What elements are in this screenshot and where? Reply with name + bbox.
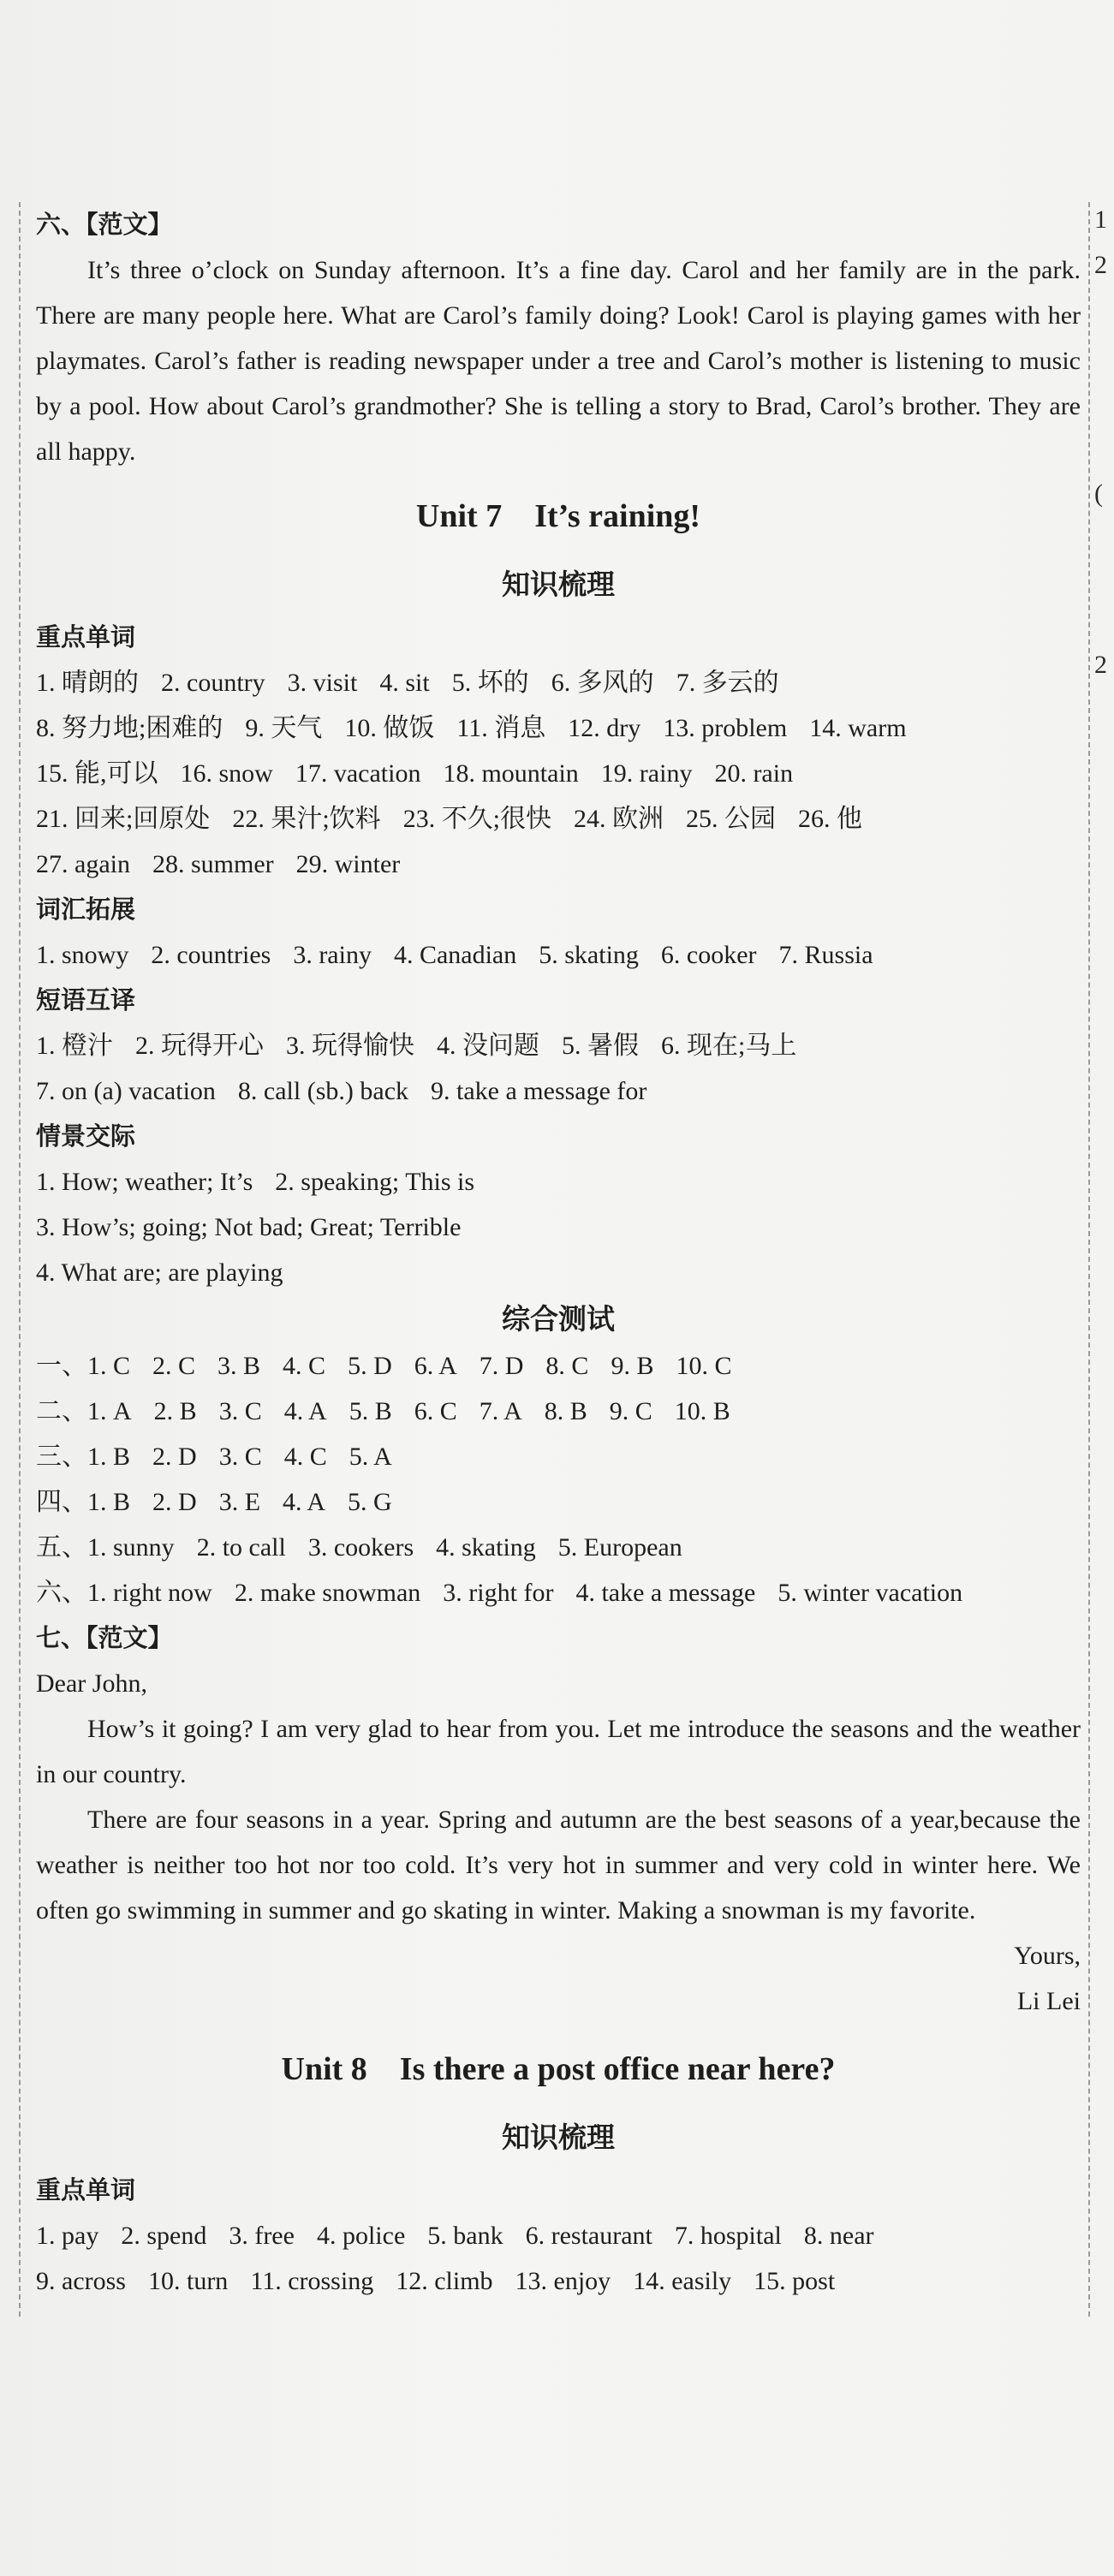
answer-item: 4. sit: [379, 669, 430, 697]
answer-item: 7. 多云的: [676, 669, 779, 697]
answer-item: 二、1. A: [36, 1397, 132, 1425]
key-words-row: [36, 751, 1081, 796]
answer-item: 4. A: [283, 1397, 327, 1425]
test-title: 综合测试: [502, 1302, 615, 1336]
letter-greeting: Dear John,: [36, 1669, 147, 1698]
test-answers: [36, 1343, 1081, 1615]
left-dashed-border: [19, 202, 21, 2317]
answer-item: 2. D: [152, 1488, 197, 1516]
edge-fragment: 1: [1094, 205, 1107, 234]
answer-item: 3. right for: [443, 1579, 554, 1607]
section-7-header: 七、【范文】: [36, 1623, 173, 1652]
dialog-row: [36, 1250, 1081, 1295]
answer-item: 13. enjoy: [515, 2267, 611, 2295]
answer-item: 9. C: [609, 1397, 652, 1425]
answer-item: 2. C: [152, 1352, 196, 1380]
answer-item: 5. A: [348, 1443, 392, 1471]
answer-item: 5. B: [348, 1397, 392, 1425]
answer-item: 6. A: [414, 1352, 457, 1380]
answer-item: 25. 公园: [686, 805, 777, 833]
answer-item: 2. B: [153, 1397, 197, 1425]
test-row: [36, 1570, 1081, 1615]
answer-item: 3. free: [229, 2222, 295, 2250]
answer-item: 5. European: [557, 1533, 682, 1562]
answer-item: 5. D: [348, 1352, 392, 1380]
answer-item: 4. 没问题: [437, 1032, 539, 1060]
answer-item: 4. Canadian: [393, 941, 517, 969]
answer-item: 15. 能,可以: [36, 759, 158, 788]
answer-item: 2. spend: [121, 2222, 207, 2250]
letter-paragraph-2: There are four seasons in a year. Spring and autumn are the best seasons of a year,because the weather is neither too hot nor too cold. It’s very hot in summer and very cold in winter here. We often go swimming in summer and go skating in winter. Making a snowman is my favorite.: [36, 1806, 1081, 1925]
answer-item: 3. C: [218, 1397, 262, 1425]
answer-item: 1. pay: [36, 2222, 99, 2250]
answer-item: 10. 做饭: [344, 714, 435, 742]
vocab-label: 词汇拓展: [36, 895, 136, 924]
phrase-label: 短语互译: [36, 985, 136, 1014]
test-row: [36, 1525, 1081, 1570]
answer-item: 2. to call: [196, 1533, 286, 1562]
answer-item: 29. winter: [295, 850, 401, 878]
answer-item: 2. country: [161, 669, 265, 697]
answer-item: 7. A: [479, 1397, 522, 1425]
answer-item: 8. 努力地;困难的: [36, 714, 223, 742]
answer-item: 5. 暑假: [562, 1032, 639, 1060]
answer-item: 23. 不久;很快: [402, 805, 552, 833]
answer-item: 11. crossing: [250, 2267, 374, 2295]
answer-item: 8. call (sb.) back: [237, 1077, 409, 1105]
section-6-header: 六、【范文】: [36, 210, 173, 239]
answer-item: 7. hospital: [674, 2222, 782, 2250]
answer-item: 28. summer: [152, 850, 274, 878]
right-dashed-border: [1088, 202, 1090, 2317]
answer-item: 2. speaking; This is: [275, 1168, 475, 1196]
unit-8-key-words-row: [36, 2213, 1081, 2258]
answer-item: 26. 他: [798, 805, 863, 833]
answer-item: 三、1. B: [36, 1443, 131, 1471]
answer-item: 6. 多风的: [551, 669, 654, 697]
answer-item: 3. B: [217, 1352, 261, 1380]
test-row: [36, 1343, 1081, 1389]
answer-item: 9. across: [36, 2267, 126, 2295]
answer-item: 3. 玩得愉快: [286, 1032, 414, 1060]
key-words-row: [36, 705, 1081, 751]
essay-paragraph: It’s three o’clock on Sunday afternoon. It’s a fine day. Carol and her family are in the park. There are many people here. What are Carol’s family doing? Look! Carol is playing games with her playmates. Carol’s father is reading newspaper under a tree and Carol’s mother is listening to music by a pool. How about Carol’s grandmother? She is telling a story to Brad, Carol’s brother. They are all happy.: [36, 256, 1081, 466]
answer-item: 7. on (a) vacation: [36, 1077, 216, 1105]
letter-paragraph-1: How’s it going? I am very glad to hear from you. Let me introduce the seasons and the weather in our country.: [36, 1715, 1081, 1788]
answer-item: 五、1. sunny: [36, 1533, 175, 1562]
answer-item: 10. turn: [147, 2267, 229, 2295]
answer-item: 22. 果汁;饮料: [232, 805, 381, 833]
unit-8-key-words-row: [36, 2258, 1081, 2304]
answer-item: 4. take a message: [575, 1579, 756, 1607]
letter-closing: Yours,: [1014, 1942, 1081, 1970]
answer-item: 3. visit: [287, 669, 358, 697]
answer-item: 8. B: [544, 1397, 587, 1425]
vocab-row: [36, 932, 1081, 978]
answer-item: 5. bank: [427, 2222, 503, 2250]
phrase-row: [36, 1023, 1081, 1068]
key-words-row: [36, 796, 1081, 842]
unit-7-title: Unit 7 It’s raining!: [415, 498, 701, 534]
unit-8-key-words-label: 重点单词: [36, 2175, 136, 2204]
answer-item: 3. C: [218, 1443, 262, 1471]
unit-8-title: Unit 8 Is there a post office near here?: [281, 2051, 836, 2087]
dialog-label: 情景交际: [36, 1121, 136, 1151]
answer-item: 6. cooker: [660, 941, 757, 969]
key-words-row: [36, 842, 1081, 887]
answer-item: 15. post: [754, 2267, 836, 2295]
answer-item: 六、1. right now: [36, 1579, 212, 1607]
unit-7-knowledge-title: 知识梳理: [502, 568, 615, 601]
answer-item: 14. easily: [633, 2267, 732, 2295]
answer-item: 17. vacation: [295, 759, 421, 788]
answer-item: 21. 回来;回原处: [36, 805, 211, 833]
answer-item: 2. countries: [151, 941, 271, 969]
answer-item: 19. rainy: [600, 759, 693, 788]
answer-item: 5. 坏的: [451, 669, 529, 697]
edge-fragment: (: [1094, 479, 1103, 508]
answer-item: 8. C: [545, 1352, 589, 1380]
answer-item: 7. D: [479, 1352, 524, 1380]
answer-item: 18. mountain: [443, 759, 579, 788]
answer-item: 24. 欧洲: [574, 805, 664, 833]
answer-item: 6. restaurant: [525, 2222, 652, 2250]
unit-8-knowledge-title: 知识梳理: [502, 2121, 615, 2154]
answer-item: 12. climb: [396, 2267, 493, 2295]
answer-item: 4. police: [316, 2222, 406, 2250]
answer-item: 四、1. B: [36, 1488, 131, 1516]
test-row: [36, 1389, 1081, 1434]
answer-item: 5. skating: [539, 941, 639, 969]
phrase-row: [36, 1068, 1081, 1114]
vocab-list: [36, 932, 1081, 978]
answer-item: 3. How’s; going; Not bad; Great; Terrible: [36, 1213, 462, 1241]
answer-item: 1. 晴朗的: [36, 669, 139, 697]
answer-item: 10. B: [674, 1397, 730, 1425]
answer-item: 2. D: [152, 1443, 197, 1471]
answer-item: 27. again: [36, 850, 130, 878]
answer-item: 4. A: [283, 1488, 326, 1516]
test-row: [36, 1434, 1081, 1479]
phrase-list: [36, 1023, 1081, 1114]
answer-item: 9. 天气: [245, 714, 323, 742]
answer-item: 3. E: [218, 1488, 261, 1516]
dialog-list: [36, 1159, 1081, 1295]
dialog-row: [36, 1159, 1081, 1205]
answer-item: 6. 现在;马上: [661, 1032, 797, 1060]
answer-item: 16. snow: [180, 759, 273, 788]
answer-item: 2. make snowman: [234, 1579, 421, 1607]
answer-item: 4. skating: [436, 1533, 536, 1562]
letter-signature: Li Lei: [1016, 1987, 1081, 2015]
answer-item: 4. What are; are playing: [36, 1258, 283, 1287]
answer-item: 20. rain: [714, 759, 794, 788]
unit-8-key-words-list: [36, 2213, 1081, 2304]
key-words-row: [36, 660, 1081, 705]
answer-item: 1. How; weather; It’s: [36, 1168, 253, 1196]
key-words-list: [36, 660, 1081, 887]
answer-item: 9. take a message for: [431, 1077, 647, 1105]
answer-item: 14. warm: [809, 714, 907, 742]
answer-content: [36, 202, 1081, 2304]
answer-item: 1. 橙汁: [36, 1032, 113, 1060]
answer-item: 1. snowy: [36, 941, 129, 969]
answer-item: 10. C: [676, 1352, 732, 1380]
answer-item: 11. 消息: [456, 714, 546, 742]
answer-item: 4. C: [283, 1443, 327, 1471]
answer-item: 3. cookers: [307, 1533, 414, 1562]
answer-item: 8. near: [803, 2222, 874, 2250]
answer-item: 5. G: [348, 1488, 392, 1516]
answer-item: 5. winter vacation: [777, 1579, 963, 1607]
answer-item: 4. C: [283, 1352, 326, 1380]
answer-item: 9. B: [611, 1352, 654, 1380]
answer-item: 3. rainy: [293, 941, 372, 969]
test-row: [36, 1479, 1081, 1525]
edge-fragment: 2: [1094, 651, 1107, 679]
answer-item: 2. 玩得开心: [135, 1032, 264, 1060]
answer-item: 12. dry: [568, 714, 641, 742]
edge-fragment: 2: [1094, 251, 1107, 279]
dialog-row: [36, 1205, 1081, 1250]
answer-item: 6. C: [414, 1397, 457, 1425]
answer-item: 7. Russia: [778, 941, 873, 969]
answer-item: 一、1. C: [36, 1352, 131, 1380]
key-words-label: 重点单词: [36, 622, 136, 651]
answer-item: 13. problem: [663, 714, 788, 742]
